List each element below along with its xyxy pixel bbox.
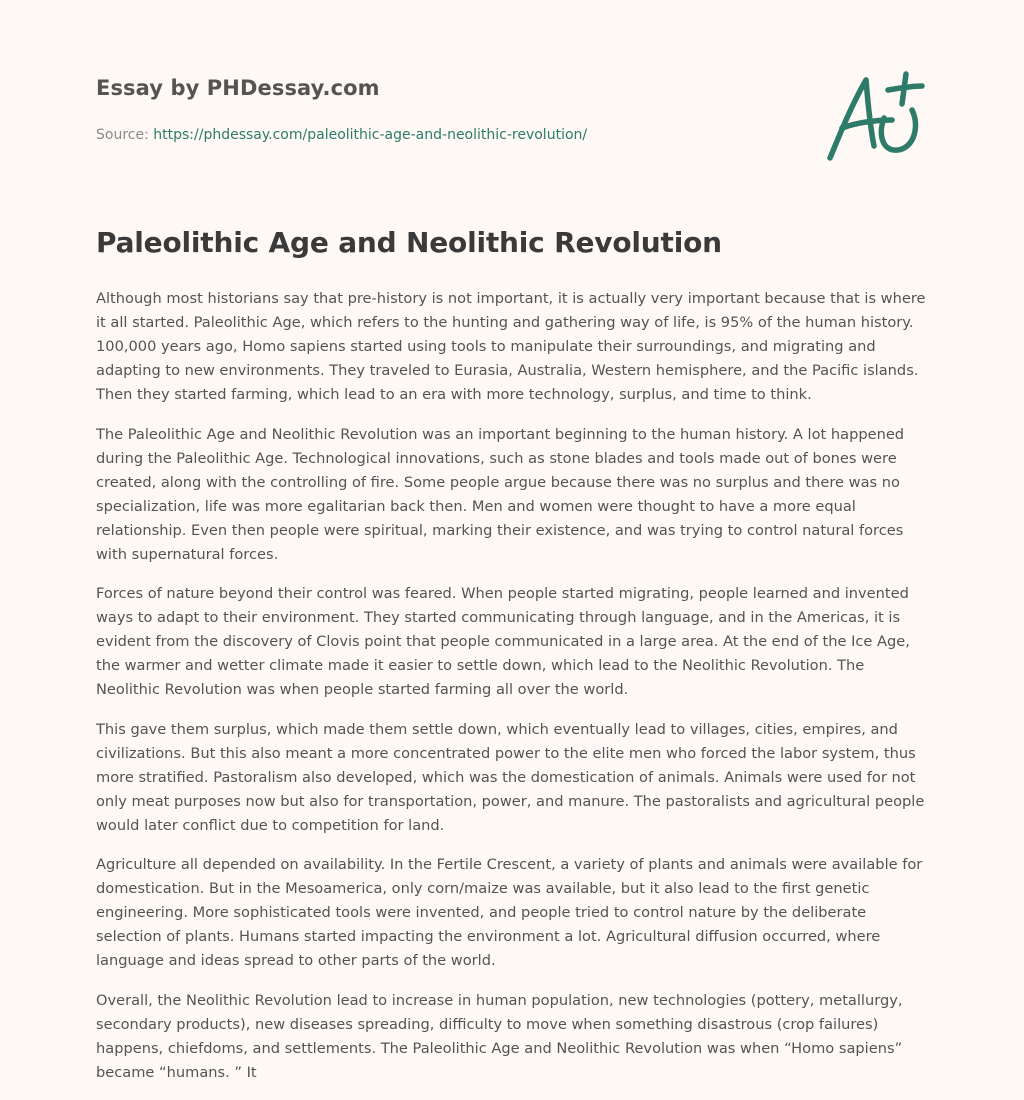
essay-paragraph: Agriculture all depended on availability. In the Fertile Crescent, a variety of plants and animals were available for domestication. But in the Mesoamerica, only corn/maize was available, but it also lead to the first genetic engineering. More sophisticated tools were invented, and people tried to control nature by the deliberate selection of plants. Humans started impacting the environment a lot. Agricultural diffusion occurred, where language and ideas spread to other parts of the world. [96, 856, 923, 969]
essay-paragraph: The Paleolithic Age and Neolithic Revolution was an important beginning to the human history. A lot happened during the Paleolithic Age. Technological innovations, such as stone blades and tools made out of bones were created, along with the controlling of fire. Some people argue because there was no surplus and there was no specialization, life was more egalitarian back then. Men and women were thought to have a more equal relationship. Even then people were spiritual, marking their existence, and was trying to control natural forces with supernatural forces. [96, 425, 905, 563]
essay-paragraph: Although most historians say that pre-history is not important, it is actually very important because that is where it all started. Paleolithic Age, which refers to the hunting and gathering way of life, is 95% of the human history. 100,000 years ago, Homo sapiens started using tools to manipulate their surroundings, and migrating and adapting to new environments. They traveled to Eurasia, Australia, Western hemisphere, and the Pacific islands. Then they started farming, which lead to an era with more technology, surplus, and time to think. [96, 290, 926, 403]
essay-body [96, 287, 930, 1100]
essay-paragraph: This gave them surplus, which made them settle down, which eventually lead to villages, cities, empires, and civilizations. But this also meant a more concentrated power to the elite men who forced the labor system, thus more stratified. Pastoralism also developed, which was the domestication of animals. Animals were used for not only meat purposes now but also for transportation, power, and manure. The pastoralists and agricultural people would later conflict due to competition for land. [96, 720, 925, 834]
source-link[interactable]: https://phdessay.com/paleolithic-age-and-neolithic-revolution/ [153, 127, 588, 143]
essay-paragraph: Overall, the Neolithic Revolution lead to increase in human population, new technologies (pottery, metallurgy, secondary products), new diseases spreading, difficulty to move when something disastrous (crop failures) happens, chiefdoms, and settlements. The Paleolithic Age and Neolithic Revolution was when “Homo sapiens” became “humans. ” It [96, 991, 903, 1081]
source-line [96, 127, 696, 143]
a-plus-logo-icon [818, 64, 930, 168]
header [96, 76, 696, 143]
source-label: Source: [96, 127, 154, 143]
essay-title: Paleolithic Age and Neolithic Revolution [96, 226, 722, 259]
essay-paragraph: Forces of nature beyond their control was feared. When people started migrating, people learned and invented ways to adapt to their environment. They started communicating through language, and in the Americas, it is evident from the discovery of Clovis point that people communicated in a large area. At the end of the Ice Age, the warmer and wetter climate made it easier to settle down, which lead to the Neolithic Revolution. The Neolithic Revolution was when people started farming all over the world. [96, 585, 910, 698]
site-brand: Essay by PHDessay.com [96, 76, 380, 100]
